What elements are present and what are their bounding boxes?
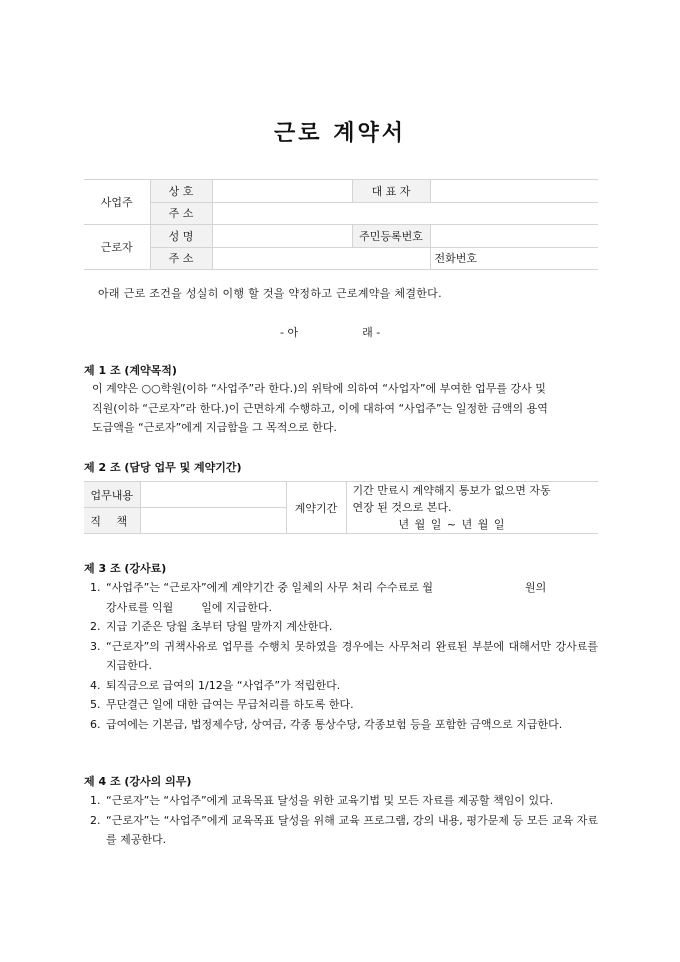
article4-list	[84, 791, 598, 850]
worker-address-field[interactable]	[212, 247, 430, 270]
name-label: 성 명	[150, 225, 212, 248]
parties-table	[84, 179, 598, 270]
period-label: 계약기간	[286, 482, 346, 534]
article1-body: 이 계약은 ○○학원(이하 “사업주”라 한다.)의 위탁에 의하여 “사업자”에 부여한 업무를 강사 및 직원(이하 “근로자”라 한다.)이 근면하게 수행하고, 이에 대하여 “사업주”는 일정한 금액의 용역 도급액을 “근로자”에게 지급함을 그 목적으로 한다.	[92, 382, 548, 434]
list-item: 4. 퇴직금으로 급여의 1/12을 “사업주”가 적립한다.	[90, 678, 341, 692]
list-item: 1. “근로자”는 “사업주”에게 교육목표 달성을 위한 교육기법 및 모든 자료를 제공할 책임이 있다.	[90, 794, 554, 807]
representative-field[interactable]	[430, 180, 598, 203]
article3-list	[84, 578, 598, 734]
article3-heading: 제 3 조 (강사료)	[84, 562, 167, 575]
worker-address-label: 주 소	[150, 247, 212, 270]
position-field[interactable]	[140, 508, 286, 534]
trade-name-label: 상 호	[150, 180, 212, 203]
name-field[interactable]	[212, 225, 352, 248]
document-title: 근로 계약서	[274, 121, 406, 146]
position-label: 직 책	[84, 508, 140, 534]
worker-label: 근로자	[84, 225, 150, 270]
duty-field[interactable]	[140, 482, 286, 508]
list-item: 5. 무단결근 일에 대한 급여는 무급처리를 하도록 한다.	[90, 698, 354, 711]
list-item: 2. “근로자”는 “사업주”에게 교육목표 달성을 위해 교육 프로그램, 강의 내용, 평가문제 등 모든 교육 자료를 제공한다.	[90, 813, 598, 846]
article1-heading: 제 1 조 (계약목적)	[84, 364, 177, 377]
intro-text: 아래 근로 조건을 성실히 이행 할 것을 약정하고 근로계약을 체결한다.	[98, 287, 442, 300]
employer-label: 사업주	[84, 180, 150, 225]
list-item: 6. 급여에는 기본급, 법정제수당, 상여금, 각종 통상수당, 각종보험 등을 포함한 금액으로 지급한다.	[90, 717, 563, 731]
trade-name-field[interactable]	[212, 180, 352, 203]
resident-number-label: 주민등록번호	[352, 225, 430, 248]
duty-period-table	[84, 481, 598, 534]
period-cell: 기간 만료시 계약해지 통보가 없으면 자동 연장 된 것으로 본다. 년 월 일 ~ 년 월 일	[346, 482, 598, 534]
list-item: 2. 지급 기준은 당월 초부터 당월 말까지 계산한다.	[90, 620, 333, 633]
duty-label: 업무내용	[84, 482, 140, 508]
list-item: 3. “근로자”의 귀책사유로 업무를 수행치 못하였을 경우에는 사무처리 완료된 부분에 대해서만 강사료를 지급한다.	[90, 639, 598, 672]
employer-address-field[interactable]	[212, 202, 598, 225]
are-separator: - 아 래 -	[280, 326, 381, 339]
article2-heading: 제 2 조 (담당 업무 및 계약기간)	[84, 461, 242, 474]
phone-label: 전화번호	[434, 252, 478, 266]
article4-heading: 제 4 조 (강사의 의무)	[84, 775, 192, 788]
resident-number-field[interactable]	[430, 225, 598, 248]
list-item: 1. “사업주”는 “근로자”에게 계약기간 중 일체의 사무 처리 수수료로 월 원의 강사료를 익월 일에 지급한다.	[90, 581, 547, 614]
employer-address-label: 주 소	[150, 202, 212, 225]
period-dates[interactable]: 년 월 일 ~ 년 월 일	[398, 518, 505, 531]
phone-cell	[430, 247, 598, 270]
representative-label: 대 표 자	[352, 180, 430, 203]
